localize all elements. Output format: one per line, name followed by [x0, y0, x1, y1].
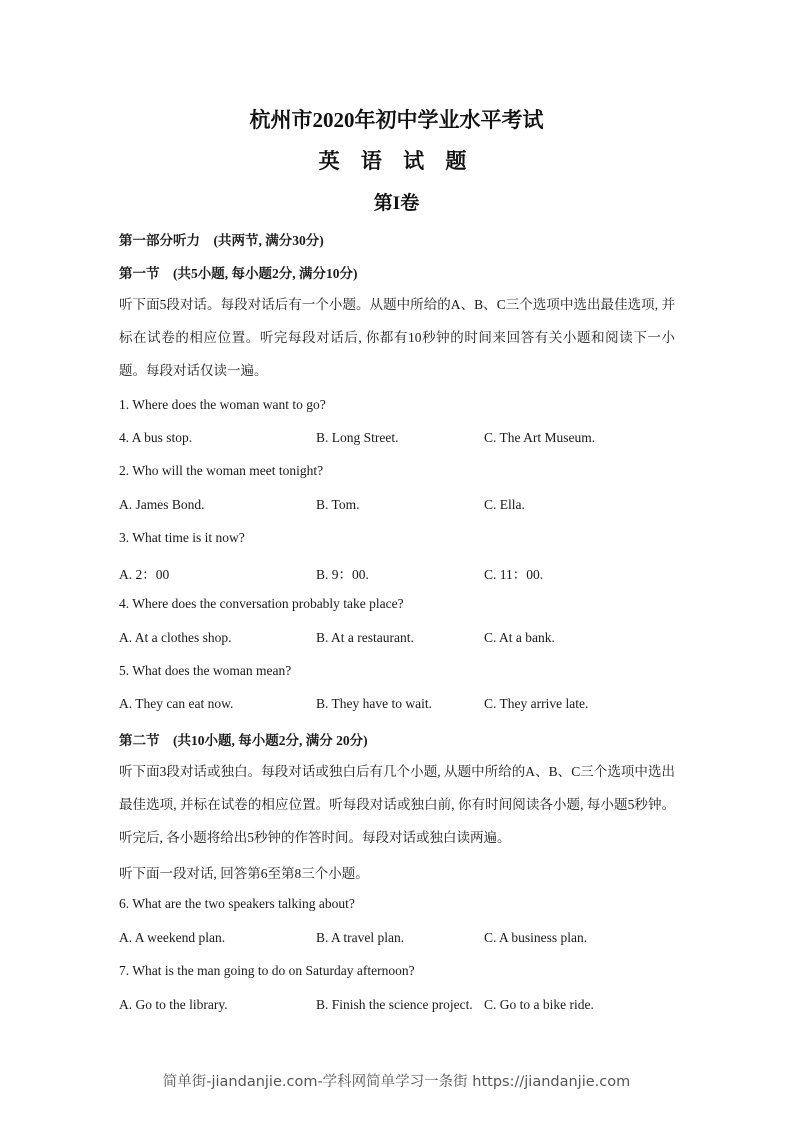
- question-5: 5. What does the woman mean?: [119, 663, 292, 678]
- question-1: 1. Where does the woman want to go?: [119, 397, 326, 412]
- question-6: 6. What are the two speakers talking about?: [119, 896, 355, 911]
- question-7: 7. What is the man going to do on Saturday afternoon?: [119, 963, 415, 978]
- option-1b: B. Long Street.: [316, 430, 399, 445]
- watermark-footer: 简单街-jiandanjie.com-学科网简单学习一条街 https://jiandanjie.com: [162, 1074, 631, 1090]
- section1-heading: 第一节 (共5小题, 每小题2分, 满分10分): [119, 266, 358, 281]
- option-7c: C. Go to a bike ride.: [484, 997, 594, 1012]
- question-4: 4. Where does the conversation probably take place?: [119, 596, 404, 611]
- option-4a: A. At a clothes shop.: [119, 630, 232, 645]
- part1-heading: 第一部分听力 (共两节, 满分30分): [119, 233, 324, 248]
- section1-instructions: 听下面5段对话。每段对话后有一个小题。从题中所给的A、B、C三个选项中选出最佳选项, 并标在试卷的相应位置。听完每段对话后, 你都有10秒钟的时间来回答有关小题和阅读下一小题。每段对话仅读一遍。: [119, 297, 675, 378]
- option-4b: B. At a restaurant.: [316, 630, 414, 645]
- option-1a: 4. A bus stop.: [119, 430, 193, 445]
- exam-subject: 英 语 试 题: [318, 149, 475, 173]
- exam-volume: 第I卷: [373, 193, 420, 214]
- option-2c: C. Ella.: [484, 497, 525, 512]
- option-6a: A. A weekend plan.: [119, 930, 226, 945]
- option-6c: C. A business plan.: [484, 930, 588, 945]
- option-3a: A. 2：00: [119, 567, 170, 582]
- option-1c: C. The Art Museum.: [484, 430, 596, 445]
- option-7a: A. Go to the library.: [119, 997, 228, 1012]
- option-2b: B. Tom.: [316, 497, 360, 512]
- option-5b: B. They have to wait.: [316, 696, 432, 711]
- option-7b: B. Finish the science project.: [316, 997, 473, 1012]
- exam-title: 杭州市2020年初中学业水平考试: [249, 108, 544, 132]
- option-3c: C. 11：00.: [484, 567, 544, 582]
- option-2a: A. James Bond.: [119, 497, 205, 512]
- question-3: 3. What time is it now?: [119, 530, 245, 545]
- option-4c: C. At a bank.: [484, 630, 555, 645]
- section2-sub-instruction: 听下面一段对话, 回答第6至第8三个小题。: [119, 866, 369, 881]
- option-5c: C. They arrive late.: [484, 696, 589, 711]
- option-6b: B. A travel plan.: [316, 930, 405, 945]
- question-2: 2. Who will the woman meet tonight?: [119, 463, 324, 478]
- option-3b: B. 9：00.: [316, 567, 369, 582]
- section2-instructions: 听下面3段对话或独白。每段对话或独白后有几个小题, 从题中所给的A、B、C三个选项中选出最佳选项, 并标在试卷的相应位置。听每段对话或独白前, 你有时间阅读各小题, 每小题5秒钟。听完后, 各小题将给出5秒钟的作答时间。每段对话或独白读两遍。: [119, 764, 675, 845]
- option-5a: A. They can eat now.: [119, 696, 234, 711]
- section2-heading: 第二节 (共10小题, 每小题2分, 满分 20分): [119, 733, 368, 748]
